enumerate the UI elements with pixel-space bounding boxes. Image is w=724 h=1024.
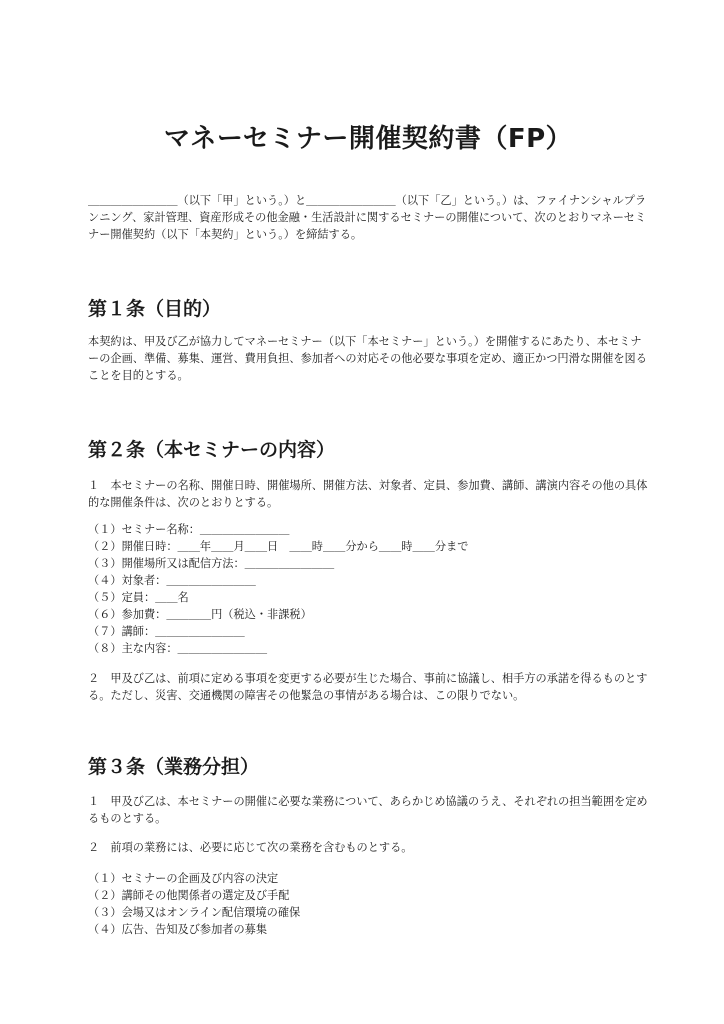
article3-duties-list (88, 870, 648, 938)
list-item: （４）広告、告知及び参加者の募集 (88, 923, 268, 936)
preamble-block (88, 192, 648, 243)
article3-para2-block (88, 839, 648, 856)
list-item: （４）対象者：＿＿＿＿＿＿＿＿ (88, 574, 256, 587)
list-item: （３）開催場所又は配信方法：＿＿＿＿＿＿＿＿ (88, 557, 335, 570)
article3-para2: ２ 前項の業務には、必要に応じて次の業務を含むものとする。 (88, 841, 413, 854)
list-item: （７）講師：＿＿＿＿＿＿＿＿ (88, 625, 245, 638)
article2-para1-block (88, 477, 648, 511)
list-item: （１）セミナーの企画及び内容の決定 (88, 872, 279, 885)
preamble-text: ＿＿＿＿＿＿＿＿（以下「甲」という。）と＿＿＿＿＿＿＿＿（以下「乙」という。）は、ファイナンシャルプランニング、家計管理、資産形成その他金融・生活設計に関するセミナーの開催について、次のとおりマネーセミナー開催契約（以下「本契約」という。）を締結する。 (88, 194, 647, 241)
article1-block (88, 333, 648, 384)
article3-heading: 第３条（業務分担） (88, 756, 260, 778)
list-item: （２）講師その他関係者の選定及び手配 (88, 889, 290, 902)
list-item: （３）会場又はオンライン配信環境の確保 (88, 906, 301, 919)
article1-body: 本契約は、甲及び乙が協力してマネーセミナー（以下「本セミナー」という。）を開催するにあたり、本セミナーの企画、準備、募集、運営、費用負担、参加者への対応その他必要な事項を定め、適正かつ円滑な開催を図ることを目的とする。 (88, 335, 647, 382)
article3-para1: １ 甲及び乙は、本セミナーの開催に必要な業務について、あらかじめ協議のうえ、それぞれの担当範囲を定めるものとする。 (88, 795, 648, 825)
article2-para2: ２ 甲及び乙は、前項に定める事項を変更する必要が生じた場合、事前に協議し、相手方の承諾を得るものとする。ただし、災害、交通機関の障害その他緊急の事情がある場合は、この限りでない。 (88, 672, 648, 702)
list-item: （２）開催日時：＿＿年＿＿月＿＿日 ＿＿時＿＿分から＿＿時＿＿分まで (88, 540, 469, 553)
list-item: （６）参加費：＿＿＿＿円（税込・非課税） (88, 608, 312, 621)
article2-heading: 第２条（本セミナーの内容） (88, 439, 336, 461)
list-item: （１）セミナー名称：＿＿＿＿＿＿＿＿ (88, 523, 290, 536)
document-title: マネーセミナー開催契約書（FP） (163, 124, 573, 154)
list-item: （８）主な内容：＿＿＿＿＿＿＿＿ (88, 642, 268, 655)
article2-para2-block (88, 670, 648, 704)
list-item: （５）定員：＿＿名 (88, 591, 189, 604)
article2-para1: １ 本セミナーの名称、開催日時、開催場所、開催方法、対象者、定員、参加費、講師、講演内容その他の具体的な開催条件は、次のとおりとする。 (88, 479, 648, 509)
article1-heading: 第１条（目的） (88, 298, 222, 320)
article2-conditions-list (88, 521, 648, 657)
article3-para1-block (88, 793, 648, 827)
